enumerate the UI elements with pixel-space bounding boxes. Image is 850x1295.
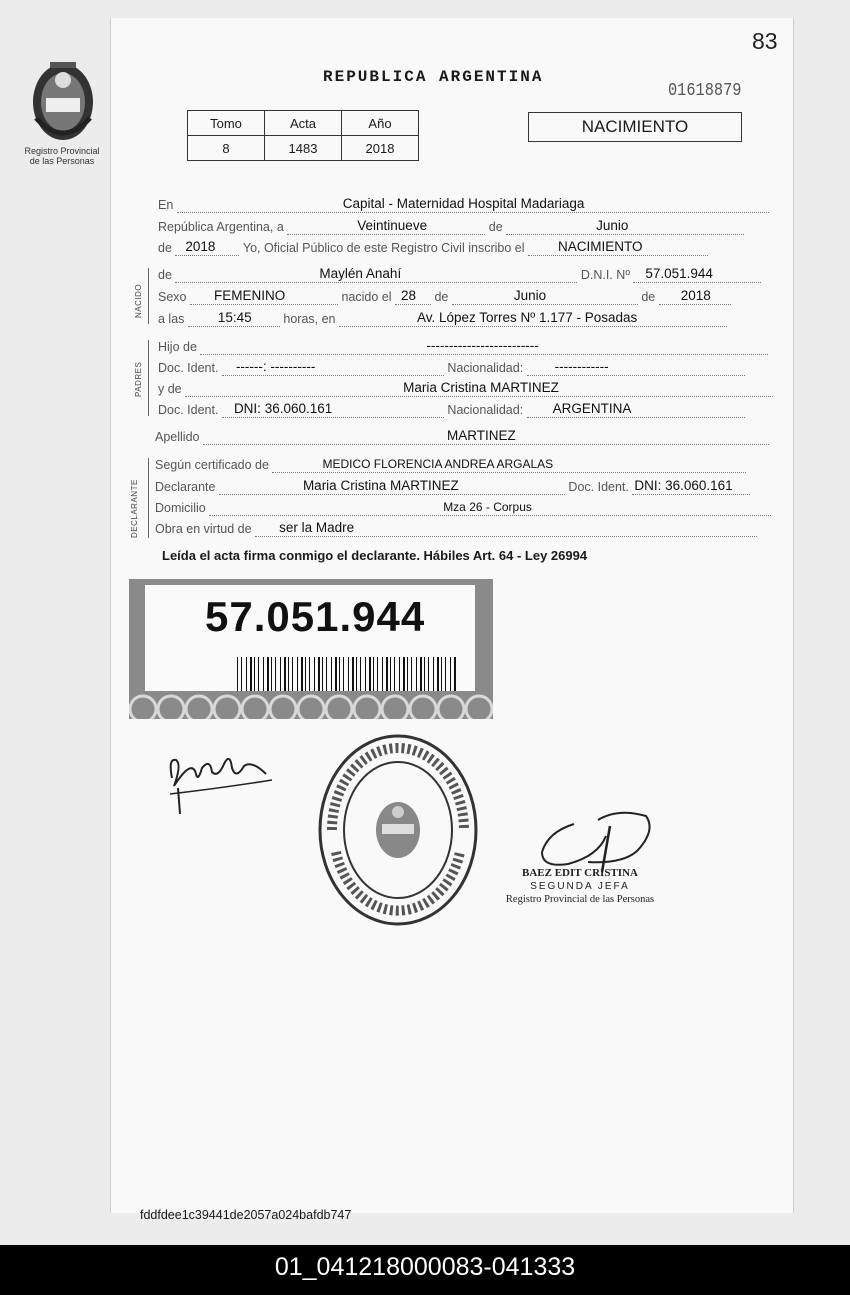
document-title: REPUBLICA ARGENTINA — [323, 68, 544, 86]
field-nombre — [175, 268, 577, 283]
act-type-box: NACIMIENTO — [528, 112, 742, 142]
official-office: Registro Provincial de las Personas — [505, 894, 655, 905]
row-domicilio — [155, 501, 773, 518]
field-padre-nac — [527, 361, 745, 376]
value-tomo: 8 — [188, 136, 265, 161]
row-hora-lugar — [158, 312, 776, 329]
label-en: En — [158, 198, 174, 212]
row-nombre — [158, 268, 776, 285]
label-declarante: Declarante — [155, 480, 216, 494]
document-hash: fddfdee1c39441de2057a024bafdb747 — [140, 1208, 352, 1222]
value-lugar-nac: Av. López Torres Nº 1.177 - Posadas — [416, 310, 638, 325]
value-declarante: Maria Cristina MARTINEZ — [302, 478, 459, 493]
value-hora: 15:45 — [217, 310, 252, 325]
header-acta: Acta — [265, 111, 342, 136]
value-nombre: Maylén Anahí — [319, 266, 402, 281]
field-obra — [255, 522, 757, 537]
label-sexo: Sexo — [158, 290, 187, 304]
field-lugar — [177, 198, 769, 213]
header-tomo: Tomo — [188, 111, 265, 136]
label-horas-en: horas, en — [283, 312, 336, 326]
label-de-year: de — [158, 241, 172, 255]
value-mes: Junio — [596, 218, 629, 233]
field-sexo — [190, 290, 338, 305]
value-apellido: MARTINEZ — [446, 428, 516, 443]
section-divider — [148, 458, 149, 538]
value-declarante-doc: DNI: 36.060.161 — [634, 478, 733, 493]
header-anio: Año — [342, 111, 419, 136]
row-lugar — [158, 198, 776, 215]
field-dia-nac — [395, 290, 431, 305]
field-madre-doc — [222, 403, 444, 418]
field-dni — [633, 268, 761, 283]
label-apellido: Apellido — [155, 430, 200, 444]
field-padre — [200, 340, 768, 355]
registry-coat-of-arms-icon — [26, 58, 100, 146]
label-de-month: de — [641, 290, 656, 304]
dni-card-panel — [145, 585, 475, 691]
field-mes — [506, 220, 744, 235]
row-padre-doc — [158, 361, 776, 378]
tomo-acta-anio-table — [187, 110, 419, 161]
registry-logo-caption — [14, 146, 110, 166]
field-domicilio — [209, 501, 771, 516]
value-obra: ser la Madre — [279, 520, 355, 535]
logo-caption-line2: de las Personas — [29, 156, 95, 166]
field-anio-nac — [659, 290, 731, 305]
label-y-de: y de — [158, 382, 182, 396]
value-dni: 57.051.944 — [645, 266, 713, 281]
section-divider — [148, 268, 149, 324]
label-hijo-de: Hijo de — [158, 340, 197, 354]
value-dia-nac: 28 — [401, 288, 417, 303]
field-tipo — [528, 241, 708, 256]
row-declarante — [155, 480, 773, 497]
field-anio — [175, 241, 239, 256]
label-obra: Obra en virtud de — [155, 522, 252, 536]
value-madre-nac: ARGENTINA — [552, 401, 632, 416]
value-anio: 2018 — [342, 136, 419, 161]
value-mes-nac: Junio — [513, 288, 547, 303]
signature-officer-icon — [162, 738, 282, 820]
label-domicilio: Domicilio — [155, 501, 206, 515]
label-doc-ident: Doc. Ident. — [158, 361, 219, 375]
official-name: BAEZ EDIT CRISTINA — [522, 867, 638, 879]
field-declarante-doc — [632, 480, 750, 495]
field-dia — [287, 220, 485, 235]
row-fecha — [158, 220, 776, 237]
row-apellido — [155, 430, 773, 447]
label-yo: Yo, Oficial Público de este Registro Civil inscribo el — [242, 241, 525, 255]
row-madre-doc — [158, 403, 776, 420]
label-de: de — [488, 220, 503, 234]
section-label-nacido: NACIDO — [134, 283, 143, 318]
barcode-icon — [237, 657, 459, 691]
section-label-padres: PADRES — [134, 361, 143, 397]
official-role: SEGUNDA JEFA — [530, 881, 630, 892]
field-mes-nac — [452, 290, 638, 305]
label-nacionalidad: Nacionalidad: — [447, 361, 524, 375]
value-madre: Maria Cristina MARTINEZ — [403, 380, 559, 395]
label-republica: República Argentina, a — [158, 220, 284, 234]
value-certificado: MEDICO FLORENCIA ANDREA ARGALAS — [322, 457, 554, 471]
label-doc-ident2: Doc. Ident. — [158, 403, 219, 417]
closing-note: Leída el acta firma conmigo el declarante. Hábiles Art. 64 - Ley 26994 — [162, 548, 588, 563]
value-padre-doc: ------: ---------- — [235, 359, 316, 374]
signature-block — [490, 867, 670, 905]
dni-card-number: 57.051.944 — [205, 593, 426, 640]
row-hijo-de — [158, 340, 776, 357]
scan-id-footer: 01_041218000083-041333 — [0, 1245, 850, 1295]
value-dia: Veintinueve — [357, 218, 428, 233]
logo-caption-line1: Registro Provincial — [24, 146, 100, 156]
field-hora — [188, 312, 280, 327]
label-segun: Según certificado de — [155, 458, 269, 472]
page-number: 83 — [752, 28, 778, 54]
field-lugar-nac — [339, 312, 727, 327]
field-declarante — [219, 480, 565, 495]
value-acta: 1483 — [265, 136, 342, 161]
value-anio-nac: 2018 — [680, 288, 711, 303]
value-domicilio: Mza 26 - Corpus — [443, 500, 532, 514]
section-divider — [148, 340, 149, 416]
field-padre-doc — [222, 361, 444, 376]
label-a-las: a las — [158, 312, 185, 326]
label-nacido-el: nacido el — [341, 290, 392, 304]
label-de-name: de — [158, 268, 172, 282]
row-certificado — [155, 458, 773, 475]
label-de-day: de — [434, 290, 449, 304]
field-madre — [185, 382, 773, 397]
label-nacionalidad2: Nacionalidad: — [447, 403, 524, 417]
value-sexo: FEMENINO — [213, 288, 286, 303]
row-inscripcion — [158, 241, 776, 258]
dni-number-card — [129, 579, 493, 719]
label-doc-ident3: Doc. Ident. — [568, 480, 629, 494]
value-madre-doc: DNI: 36.060.161 — [233, 401, 333, 416]
value-lugar: Capital - Maternidad Hospital Madariaga — [342, 196, 585, 211]
value-tipo: NACIMIENTO — [557, 239, 643, 254]
field-apellido — [203, 430, 769, 445]
guilloche-pattern-icon — [129, 691, 493, 719]
label-dni: D.N.I. Nº — [580, 268, 630, 282]
official-seal-icon — [316, 732, 480, 928]
field-certificado — [272, 458, 746, 473]
row-obra — [155, 522, 773, 539]
row-madre — [158, 382, 776, 399]
serial-number: 01618879 — [668, 81, 742, 101]
row-sexo — [158, 290, 776, 307]
value-anio: 2018 — [185, 239, 216, 254]
field-madre-nac — [527, 403, 745, 418]
value-padre: ------------------------- — [426, 338, 539, 353]
value-padre-nac: ------------ — [554, 359, 609, 374]
section-label-declarante: DECLARANTE — [130, 479, 139, 538]
